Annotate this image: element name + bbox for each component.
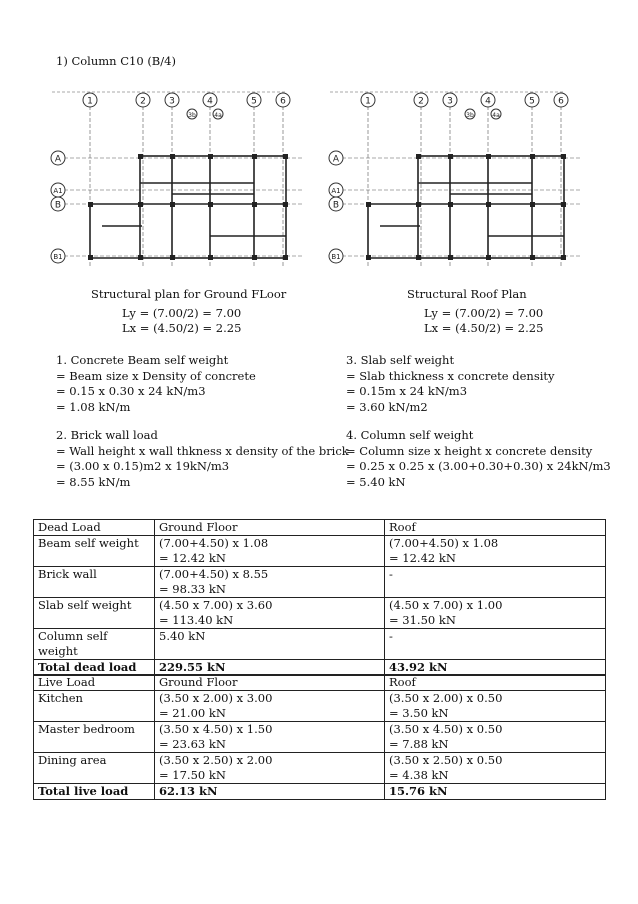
calc-line: = 8.55 kN/m: [56, 474, 131, 489]
grid-label-row-b1: B1: [53, 253, 63, 261]
grid-label-row-a: A: [332, 154, 340, 165]
ground-floor-plan-drawing: [42, 86, 312, 272]
calc-line: 2. Brick wall load: [56, 428, 158, 442]
calc-line: = 3.60 kN/m2: [346, 399, 428, 414]
table-row: [34, 567, 606, 598]
grid-label-col-3: 3: [169, 96, 175, 107]
table-header-cell: Roof: [385, 675, 606, 691]
grid-label-row-b: B: [332, 200, 340, 211]
ground-floor-cell: (3.50 x 4.50) x 1.50 = 23.63 kN: [155, 722, 385, 753]
roof-cell: -: [385, 629, 606, 660]
row-label: Column self weight: [34, 629, 155, 660]
plan-columns: [366, 154, 566, 260]
grid-label-sub-3b: 3b: [188, 112, 196, 119]
grid-label-col-5: 5: [529, 96, 535, 107]
table-header-row: [34, 520, 606, 536]
slab-self-weight-calc: [346, 353, 555, 415]
calc-line: 3. Slab self weight: [346, 353, 455, 367]
row-label: Brick wall: [34, 567, 155, 598]
ground-floor-ly: Ly = (7.00/2) = 7.00: [122, 306, 242, 320]
ground-floor-cell: (7.00+4.50) x 1.08 = 12.42 kN: [155, 536, 385, 567]
section-heading: 1) Column C10 (B/4): [56, 54, 176, 68]
plan-columns: [88, 154, 288, 260]
table-row: [34, 691, 606, 722]
grid-label-row-a: A: [54, 154, 62, 165]
row-label: Slab self weight: [34, 598, 155, 629]
calc-line: = Beam size x Density of concrete: [56, 368, 256, 383]
table-header-cell: Ground Floor: [155, 520, 385, 536]
total-row: [34, 784, 606, 800]
table-row: [34, 536, 606, 567]
grid-label-col-2: 2: [140, 96, 146, 107]
brick-wall-load-calc: [56, 428, 349, 490]
ground-floor-cell: (3.50 x 2.50) x 2.00 = 17.50 kN: [155, 753, 385, 784]
grid-label-row-a1: A1: [331, 187, 341, 195]
total-label: Total dead load: [34, 660, 155, 676]
table-header-cell: Dead Load: [34, 520, 155, 536]
grid-label-row-b: B: [54, 200, 62, 211]
table-header-row: [34, 675, 606, 691]
calc-line: = 0.25 x 0.25 x (3.00+0.30+0.30) x 24kN/m3: [346, 459, 611, 473]
column-self-weight-calc: [346, 428, 611, 490]
calc-line: = 5.40 kN: [346, 474, 406, 489]
ground-floor-cell: 5.40 kN: [155, 629, 385, 660]
total-label: Total live load: [34, 784, 155, 800]
calc-line: 4. Column self weight: [346, 428, 474, 442]
roof-plan-svg: [320, 86, 590, 272]
beam-self-weight-calc: [56, 353, 256, 415]
grid-label-col-1: 1: [365, 96, 371, 107]
row-label: Beam self weight: [34, 536, 155, 567]
roof-lx: Lx = (4.50/2) = 2.25: [424, 321, 544, 335]
total-ground-floor: 229.55 kN: [155, 660, 385, 676]
ground-floor-cell: (7.00+4.50) x 8.55 = 98.33 kN: [155, 567, 385, 598]
grid-label-sub-4a: 4a: [214, 112, 222, 119]
roof-cell: (4.50 x 7.00) x 1.00 = 31.50 kN: [385, 598, 606, 629]
roof-cell: -: [385, 567, 606, 598]
roof-plan-drawing: [320, 86, 590, 272]
roof-cell: (3.50 x 2.50) x 0.50 = 4.38 kN: [385, 753, 606, 784]
grid-label-col-3: 3: [447, 96, 453, 107]
roof-plan-caption: Structural Roof Plan: [407, 287, 527, 301]
table-row: [34, 598, 606, 629]
total-ground-floor: 62.13 kN: [155, 784, 385, 800]
calc-line: = Column size x height x concrete density: [346, 443, 593, 458]
grid-label-col-6: 6: [280, 96, 286, 107]
calc-line: = 1.08 kN/m: [56, 399, 131, 414]
grid-label-col-1: 1: [87, 96, 93, 107]
table-header-cell: Live Load: [34, 675, 155, 691]
table-row: [34, 753, 606, 784]
grid-label-sub-3b: 3b: [466, 112, 474, 119]
row-label: Dining area: [34, 753, 155, 784]
calc-line: = 0.15 x 0.30 x 24 kN/m3: [56, 384, 206, 398]
calc-line: = (3.00 x 0.15)m2 x 19kN/m3: [56, 459, 230, 473]
calc-line: = Wall height x wall thkness x density of the brick: [56, 443, 349, 458]
grid-label-row-b1: B1: [331, 253, 341, 261]
row-label: Kitchen: [34, 691, 155, 722]
grid-label-col-5: 5: [251, 96, 257, 107]
ground-floor-cell: (4.50 x 7.00) x 3.60 = 113.40 kN: [155, 598, 385, 629]
calc-line: = Slab thickness x concrete density: [346, 368, 555, 383]
roof-cell: (3.50 x 2.00) x 0.50 = 3.50 kN: [385, 691, 606, 722]
total-roof: 43.92 kN: [385, 660, 606, 676]
grid-label-row-a1: A1: [53, 187, 63, 195]
table-header-cell: Roof: [385, 520, 606, 536]
grid-label-col-6: 6: [558, 96, 564, 107]
calc-line: 1. Concrete Beam self weight: [56, 353, 229, 367]
ground-floor-plan-caption: Structural plan for Ground FLoor: [91, 287, 287, 301]
roof-ly: Ly = (7.00/2) = 7.00: [424, 306, 544, 320]
roof-cell: (3.50 x 4.50) x 0.50 = 7.88 kN: [385, 722, 606, 753]
roof-cell: (7.00+4.50) x 1.08 = 12.42 kN: [385, 536, 606, 567]
grid-label-col-2: 2: [418, 96, 424, 107]
grid-label-col-4: 4: [207, 96, 213, 107]
table-row: [34, 722, 606, 753]
row-label: Master bedroom: [34, 722, 155, 753]
ground-floor-plan-svg: [42, 86, 312, 272]
calc-line: = 0.15m x 24 kN/m3: [346, 384, 468, 398]
grid-label-sub-4a: 4a: [492, 112, 500, 119]
live-load-table: [33, 674, 606, 800]
total-roof: 15.76 kN: [385, 784, 606, 800]
grid-label-col-4: 4: [485, 96, 491, 107]
dead-load-table: [33, 519, 606, 676]
ground-floor-lx: Lx = (4.50/2) = 2.25: [122, 321, 242, 335]
table-row: [34, 629, 606, 660]
ground-floor-cell: (3.50 x 2.00) x 3.00 = 21.00 kN: [155, 691, 385, 722]
table-header-cell: Ground Floor: [155, 675, 385, 691]
